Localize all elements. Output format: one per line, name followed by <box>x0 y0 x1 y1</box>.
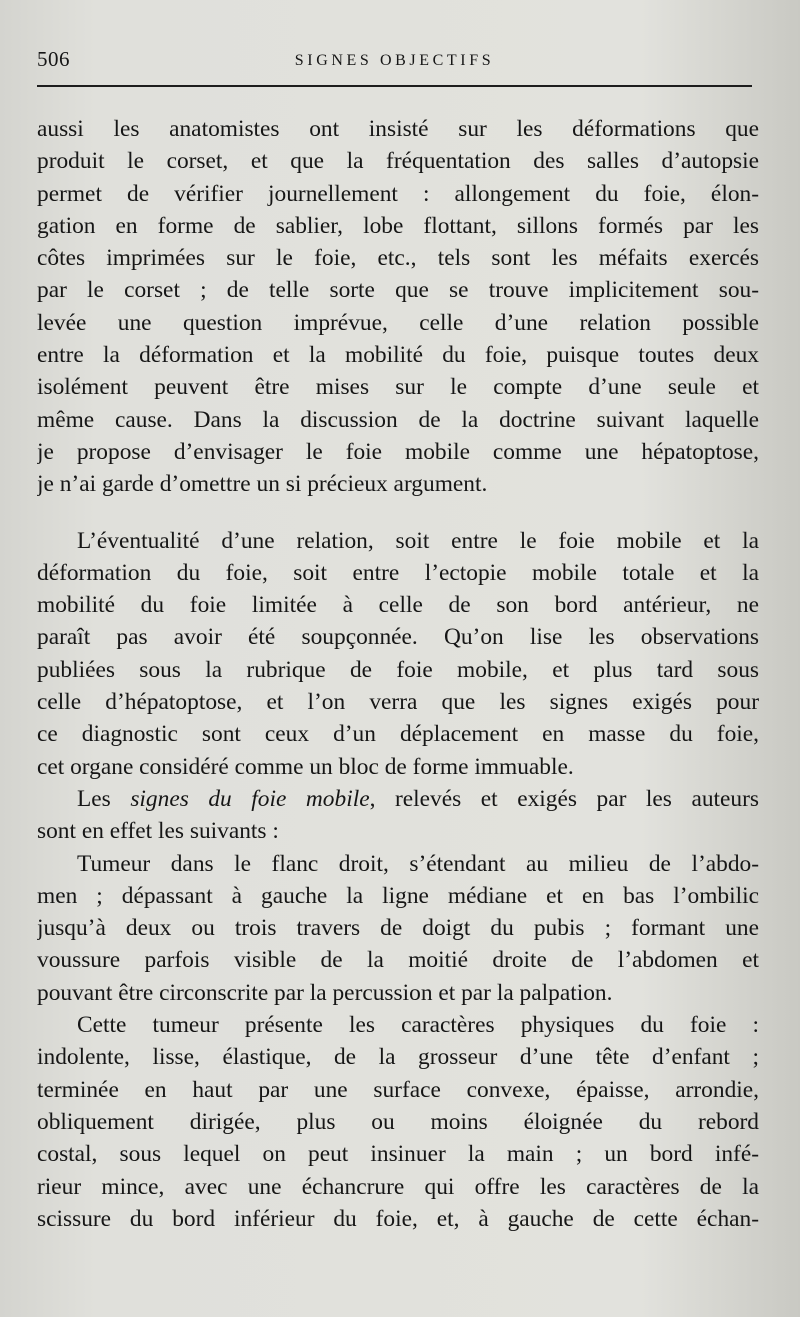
paragraph-3 <box>37 783 759 848</box>
text-line: permet de vérifier journellement : allongement du foie, élon- <box>37 180 759 207</box>
text-segment: , relevés et exigés par les auteurs <box>369 785 759 812</box>
text-line: paraît pas avoir été soupçonnée. Qu’on lise les observations <box>37 624 759 651</box>
text-line: voussure parfois visible de la moitié droite de l’abdomen et <box>37 947 759 974</box>
text-line: pouvant être circonscrite par la percussion et par la palpation. <box>37 979 613 1006</box>
text-line: rieur mince, avec une échancrure qui offre les caractères de la <box>37 1173 759 1200</box>
text-line <box>37 783 759 815</box>
text-line: je propose d’envisager le foie mobile comme une hépatoptose, <box>37 438 759 465</box>
text-line: entre la déformation et la mobilité du foie, puisque toutes deux <box>37 342 759 369</box>
body-text <box>37 113 759 1235</box>
text-segment: Les <box>77 785 131 812</box>
text-line: indolente, lisse, élastique, de la grosseur d’une tête d’enfant ; <box>37 1044 759 1071</box>
text-line: même cause. Dans la discussion de la doctrine suivant laquelle <box>37 406 759 433</box>
paragraph-2 <box>37 525 759 783</box>
page-header <box>37 44 752 74</box>
text-line: isolément peuvent être mises sur le compte d’une seule et <box>37 374 759 401</box>
text-line: Tumeur dans le flanc droit, s’étendant au milieu de l’abdo- <box>77 850 759 877</box>
text-line: L’éventualité d’une relation, soit entre le foie mobile et la <box>77 527 759 554</box>
page-number: 506 <box>37 47 70 71</box>
text-line: Cette tumeur présente les caractères physiques du foie : <box>77 1012 759 1039</box>
text-line: je n’ai garde d’omettre un si précieux argument. <box>37 471 488 498</box>
paragraph-gap <box>37 501 759 525</box>
header-rule <box>37 85 752 87</box>
text-line: scissure du bord inférieur du foie, et, à gauche de cette échan- <box>37 1205 759 1232</box>
text-line: aussi les anatomistes ont insisté sur les déformations que <box>37 116 759 142</box>
running-title: SIGNES OBJECTIFS <box>294 52 495 69</box>
text-line: levée une question imprévue, celle d’une relation possible <box>37 309 759 336</box>
text-line: par le corset ; de telle sorte que se trouve implicitement sou- <box>37 277 759 304</box>
paragraph-4 <box>37 848 759 1009</box>
text-line: publiées sous la rubrique de foie mobile, et plus tard sous <box>37 656 759 683</box>
text-line: obliquement dirigée, plus ou moins éloignée du rebord <box>37 1108 759 1135</box>
text-line: mobilité du foie limitée à celle de son bord antérieur, ne <box>37 592 759 619</box>
text-line: men ; dépassant à gauche la ligne médiane et en bas l’ombilic <box>37 882 759 909</box>
text-line: côtes imprimées sur le foie, etc., tels sont les méfaits exercés <box>37 245 759 272</box>
paragraph-1 <box>37 113 759 501</box>
text-line: celle d’hépatoptose, et l’on verra que les signes exigés pour <box>37 689 759 716</box>
text-line: costal, sous lequel on peut insinuer la main ; un bord infé- <box>37 1141 759 1168</box>
text-line: jusqu’à deux ou trois travers de doigt du pubis ; formant une <box>37 915 759 942</box>
paragraph-5 <box>37 1009 759 1235</box>
text-line: terminée en haut par une surface convexe, épaisse, arrondie, <box>37 1076 759 1103</box>
text-line: cet organe considéré comme un bloc de forme immuable. <box>37 753 574 780</box>
text-line: sont en effet les suivants : <box>37 818 279 845</box>
italic-term: signes du foie mobile <box>130 785 370 812</box>
text-line: ce diagnostic sont ceux d’un déplacement en masse du foie, <box>37 721 759 748</box>
text-line: produit le corset, et que la fréquentation des salles d’autopsie <box>37 148 759 175</box>
text-line: déformation du foie, soit entre l’ectopie mobile totale et la <box>37 559 759 586</box>
text-line: gation en forme de sablier, lobe flottant, sillons formés par les <box>37 212 759 239</box>
